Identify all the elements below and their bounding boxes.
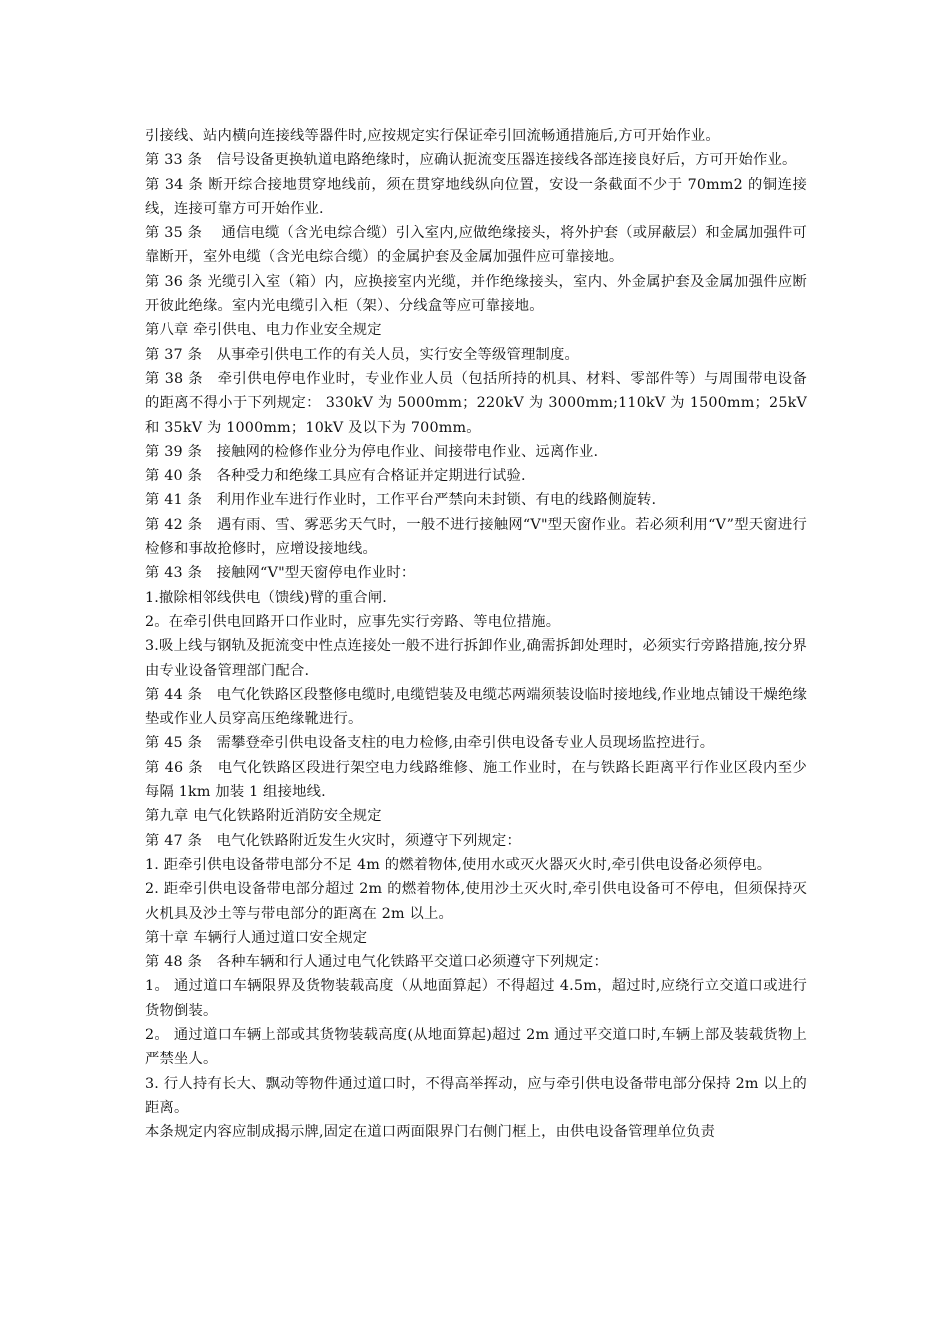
article-48-note: 本条规定内容应制成揭示牌,固定在道口两面限界门右侧门框上，由供电设备管理单位负责: [145, 1124, 716, 1141]
article-47: 第 47 条 电气化铁路附近发生火灾时，须遵守下列规定：: [145, 832, 522, 849]
chapter-8-heading: 第八章 牵引供电、电力作业安全规定: [145, 322, 382, 339]
article-43-item-1: 1.撤除相邻线供电（馈线)臂的重合闸.: [145, 589, 388, 606]
article-41: 第 41 条 利用作业车进行作业时，工作平台严禁向未封锁、有电的线路侧旋转.: [145, 492, 657, 509]
article-39: 第 39 条 接触网的检修作业分为停电作业、间接带电作业、远离作业.: [145, 443, 599, 460]
article-46: 第 46 条 电气化铁路区段进行架空电力线路维修、施工作业时，在与铁路长距离平行作业区段内至少每隔 1km 加装 1 组接地线.: [145, 759, 807, 801]
article-45: 第 45 条 需攀登牵引供电设备支柱的电力检修,由牵引供电设备专业人员现场监控进行。: [145, 735, 715, 752]
paragraph-0: 引接线、站内横向连接线等器件时,应按规定实行保证牵引回流畅通措施后,方可开始作业。: [145, 128, 720, 144]
document-body: [145, 124, 807, 1144]
article-44: 第 44 条 电气化铁路区段整修电缆时,电缆铠装及电缆芯两端须装设临时接地线,作业地点铺设干燥绝缘垫或作业人员穿高压绝缘靴进行。: [145, 686, 807, 728]
article-36: 第 36 条 光缆引入室（箱）内，应换接室内光缆，并作绝缘接头，室内、外金属护套及金属加强件应断开彼此绝缘。室内光电缆引入柜（架）、分线盒等应可靠接地。: [145, 273, 807, 315]
article-37: 第 37 条 从事牵引供电工作的有关人员，实行安全等级管理制度。: [145, 346, 579, 363]
article-38: 第 38 条 牵引供电停电作业时，专业作业人员（包括所持的机具、材料、零部件等）与周围带电设备的距离不得小于下列规定： 330kV 为 5000mm；220kV 为 3000mm;110kV 为 1500mm；25kV 和 35kV 为 1000mm；10kV 及以下为 700mm。: [145, 370, 807, 436]
article-48-item-3: 3. 行人持有长大、飘动等物件通过道口时，不得高举挥动，应与牵引供电设备带电部分保持 2m 以上的距离。: [145, 1075, 807, 1116]
article-48-item-1: 1。 通过道口车辆限界及货物装载高度（从地面算起）不得超过 4.5m，超过时,应绕行立交道口或进行货物倒装。: [145, 978, 807, 1019]
chapter-10-heading: 第十章 车辆行人通过道口安全规定: [145, 929, 368, 946]
article-47-item-1: 1. 距牵引供电设备带电部分不足 4m 的燃着物体,使用水或灭火器灭火时,牵引供电设备必须停电。: [145, 856, 772, 873]
article-43-item-2: 2。在牵引供电回路开口作业时，应事先实行旁路、等电位措施。: [145, 613, 561, 630]
article-35: 第 35 条 通信电缆（含光电综合缆）引入室内,应做绝缘接头，将外护套（或屏蔽层）和金属加强件可靠断开，室外电缆（含光电综合缆）的金属护套及金属加强件应可靠接地。: [145, 225, 807, 266]
article-43: 第 43 条 接触网“V"型天窗停电作业时：: [145, 565, 416, 582]
article-48-item-2: 2。 通过道口车辆上部或其货物装载高度(从地面算起)超过 2m 通过平交道口时,车辆上部及装载货物上严禁坐人。: [145, 1026, 807, 1068]
article-48: 第 48 条 各种车辆和行人通过电气化铁路平交道口必须遵守下列规定：: [145, 954, 608, 971]
chapter-9-heading: 第九章 电气化铁路附近消防安全规定: [145, 808, 382, 825]
article-34: 第 34 条 断开综合接地贯穿地线前，须在贯穿地线纵向位置，安设一条截面不少于 70mm2 的铜连接线，连接可靠方可开始作业.: [145, 176, 807, 217]
article-33: 第 33 条 信号设备更换轨道电路绝缘时，应确认扼流变压器连接线各部连接良好后，方可开始作业。: [145, 152, 797, 169]
article-47-item-2: 2. 距牵引供电设备带电部分超过 2m 的燃着物体,使用沙土灭火时,牵引供电设备可不停电，但须保持灭火机具及沙土等与带电部分的距离在 2m 以上。: [145, 881, 807, 922]
article-40: 第 40 条 各种受力和绝缘工具应有合格证并定期进行试验.: [145, 468, 526, 485]
article-42: 第 42 条 遇有雨、雪、雾恶劣天气时，一般不进行接触网“V"型天窗作业。若必须利用“V”型天窗进行检修和事故抢修时，应增设接地线。: [145, 516, 808, 558]
article-43-item-3: 3.吸上线与钢轨及扼流变中性点连接处一般不进行拆卸作业,确需拆卸处理时，必须实行旁路措施,按分界由专业设备管理部门配合.: [145, 638, 807, 679]
